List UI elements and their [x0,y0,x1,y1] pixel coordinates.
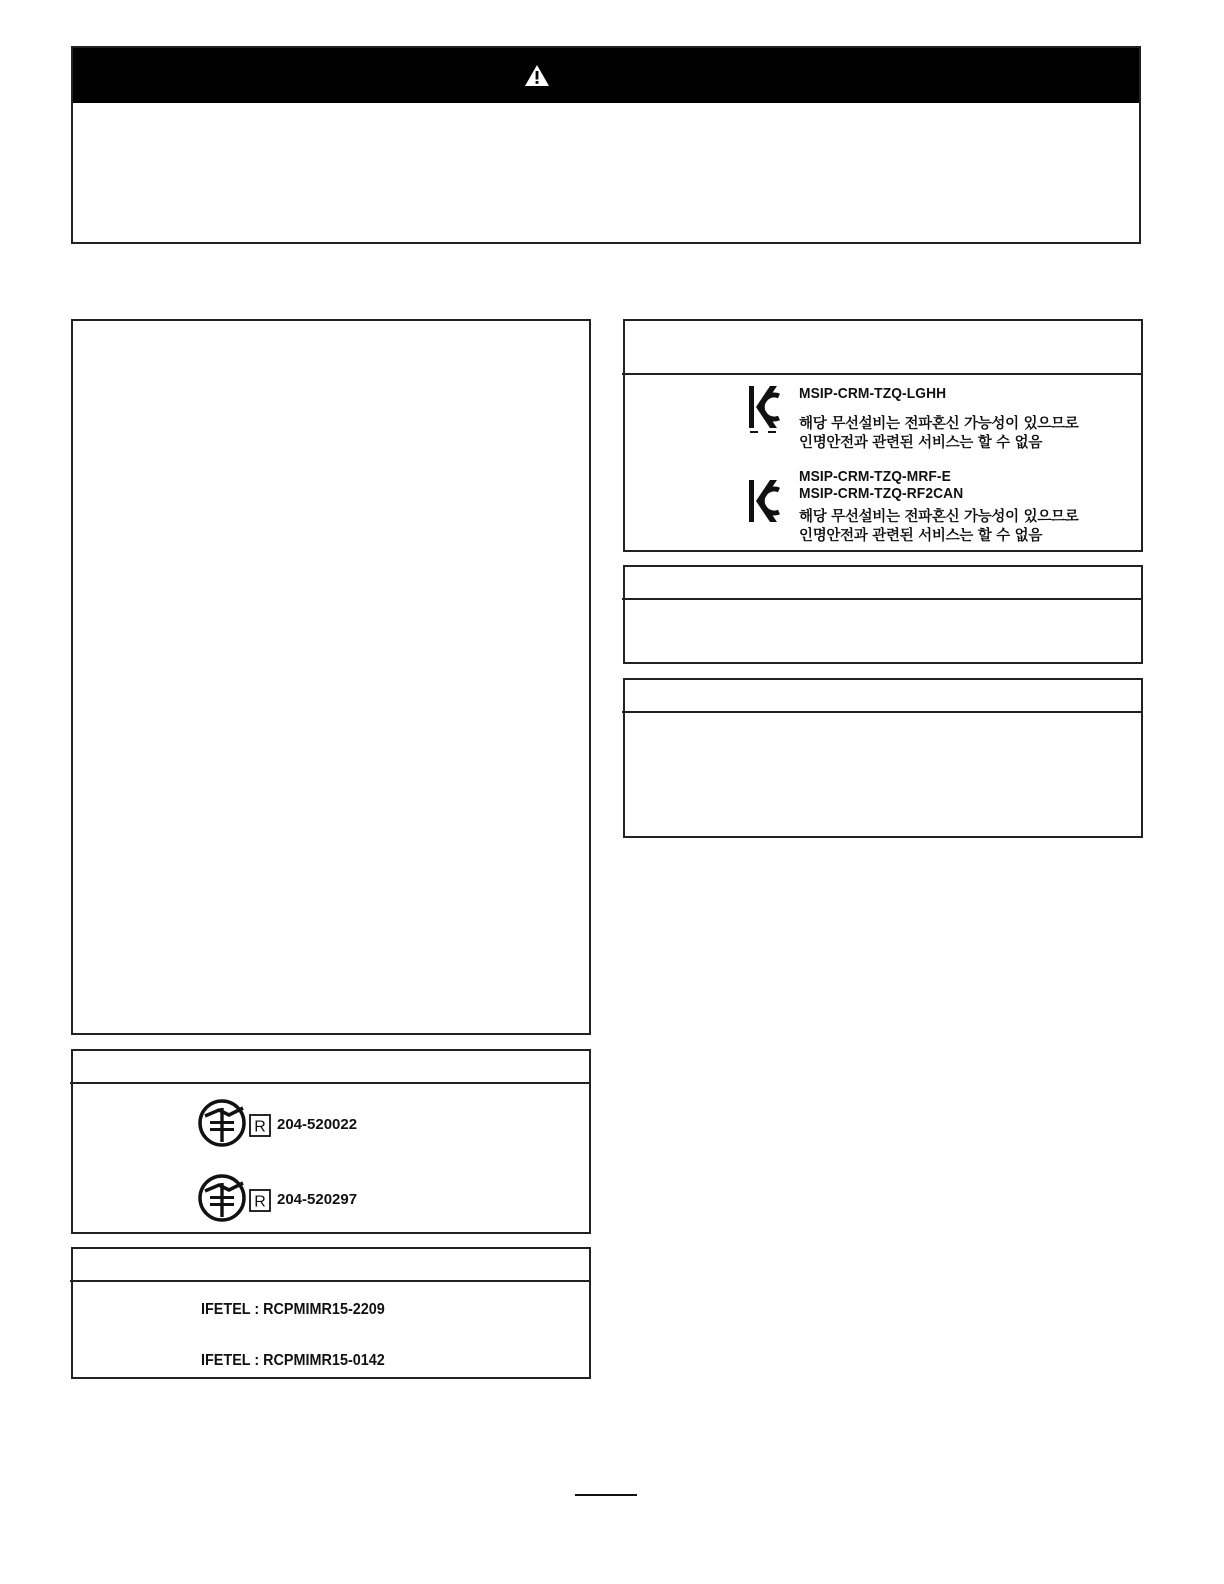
korea-cert-code: MSIP-CRM-TZQ-RF2CAN [799,485,964,502]
header-divider [622,373,1141,375]
japan-cert-code: 204-520297 [277,1191,358,1208]
ifetel-code: IFETEL : RCPMIMR15-2209 [201,1301,385,1318]
korea-notice-line: 해당 무선설비는 전파혼신 가능성이 있으므로 [799,509,1079,525]
korea-cert-code: MSIP-CRM-TZQ-MRF-E [799,468,951,485]
right-lower-box [623,678,1143,838]
warning-box [71,46,1141,244]
header-divider [622,711,1141,713]
warning-header-bar [73,48,1139,103]
left-content-panel [71,319,591,1035]
korea-notice-line: 인명안전과 관련된 서비스는 할 수 없음 [799,528,1043,544]
korea-cert-code: MSIP-CRM-TZQ-LGHH [799,385,947,402]
korea-certification-box [623,319,1143,552]
mexico-certification-box [71,1247,591,1379]
giteki-mark-icon [197,1173,247,1223]
kc-mark-icon [748,477,782,529]
giteki-mark-icon [197,1098,247,1148]
svg-text:R: R [254,1193,266,1211]
header-divider [70,1280,589,1282]
registered-r-icon [249,1189,271,1212]
ifetel-code: IFETEL : RCPMIMR15-0142 [201,1352,385,1369]
japan-certification-box [71,1049,591,1234]
header-divider [70,1082,589,1084]
right-middle-box [623,565,1143,664]
kc-mark-icon [748,383,782,435]
header-divider [622,598,1141,600]
warning-triangle-icon [525,65,549,86]
registered-r-icon [249,1114,271,1137]
svg-text:R: R [254,1118,266,1136]
korea-notice-line: 해당 무선설비는 전파혼신 가능성이 있으므로 [799,416,1079,432]
korea-notice-line: 인명안전과 관련된 서비스는 할 수 없음 [799,435,1043,451]
footer-rule [575,1494,637,1496]
japan-cert-code: 204-520022 [277,1116,358,1133]
